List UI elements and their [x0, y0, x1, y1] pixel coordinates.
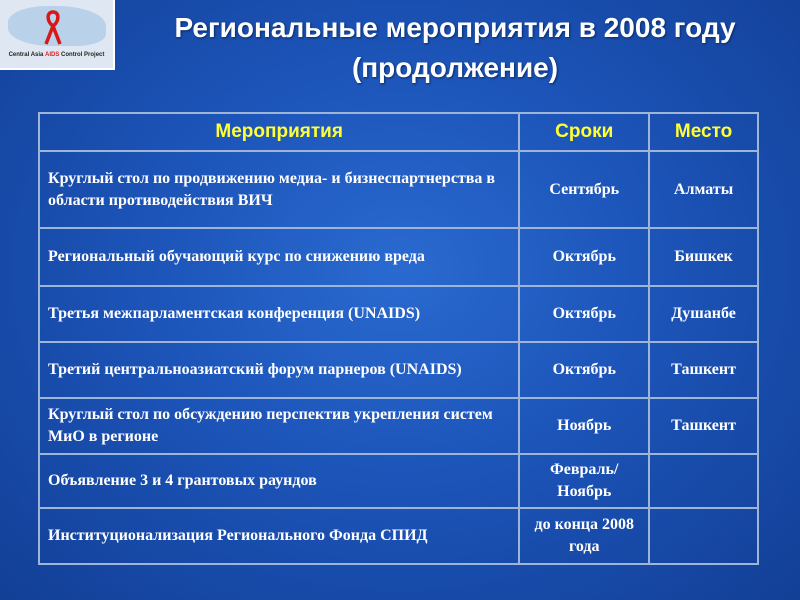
place-cell: Бишкек [649, 228, 758, 286]
date-cell: Октябрь [519, 228, 649, 286]
date-cell: до конца 2008 года [519, 508, 649, 564]
table-row [39, 508, 758, 564]
table-row [39, 286, 758, 342]
header-dates: Сроки [519, 113, 649, 151]
title-line-2: (продолжение) [351, 52, 559, 83]
logo [0, 0, 115, 70]
table-header [39, 113, 758, 151]
date-cell: Ноябрь [519, 398, 649, 454]
event-cell: Объявление 3 и 4 грантовых раундов [39, 454, 519, 508]
date-cell: Октябрь [519, 286, 649, 342]
place-cell: Алматы [649, 151, 758, 228]
event-cell: Третья межпарламентская конференция (UNAIDS) [39, 286, 519, 342]
event-cell: Институционализация Регионального Фонда СПИД [39, 508, 519, 564]
date-cell: Февраль/ Ноябрь [519, 454, 649, 508]
title-line-1: Региональные мероприятия в 2008 году [174, 12, 736, 43]
table-row [39, 228, 758, 286]
place-cell: Ташкент [649, 342, 758, 398]
table-row [39, 342, 758, 398]
event-cell: Круглый стол по обсуждению перспектив укрепления систем МиО в регионе [39, 398, 519, 454]
red-ribbon-icon [44, 10, 62, 46]
header-place: Место [649, 113, 758, 151]
event-cell: Круглый стол по продвижению медиа- и бизнеспартнерства в области противодействия ВИЧ [39, 151, 519, 228]
place-cell [649, 508, 758, 564]
events-table [38, 112, 759, 565]
date-cell: Октябрь [519, 342, 649, 398]
table-row [39, 454, 758, 508]
table-row [39, 151, 758, 228]
place-cell: Душанбе [649, 286, 758, 342]
logo-caption: Central Asia AIDS Control Project [8, 52, 105, 58]
slide-title [120, 8, 790, 88]
place-cell: Ташкент [649, 398, 758, 454]
table-row [39, 398, 758, 454]
event-cell: Региональный обучающий курс по снижению вреда [39, 228, 519, 286]
header-events: Мероприятия [39, 113, 519, 151]
place-cell [649, 454, 758, 508]
event-cell: Третий центральноазиатский форум парнеров (UNAIDS) [39, 342, 519, 398]
date-cell: Сентябрь [519, 151, 649, 228]
